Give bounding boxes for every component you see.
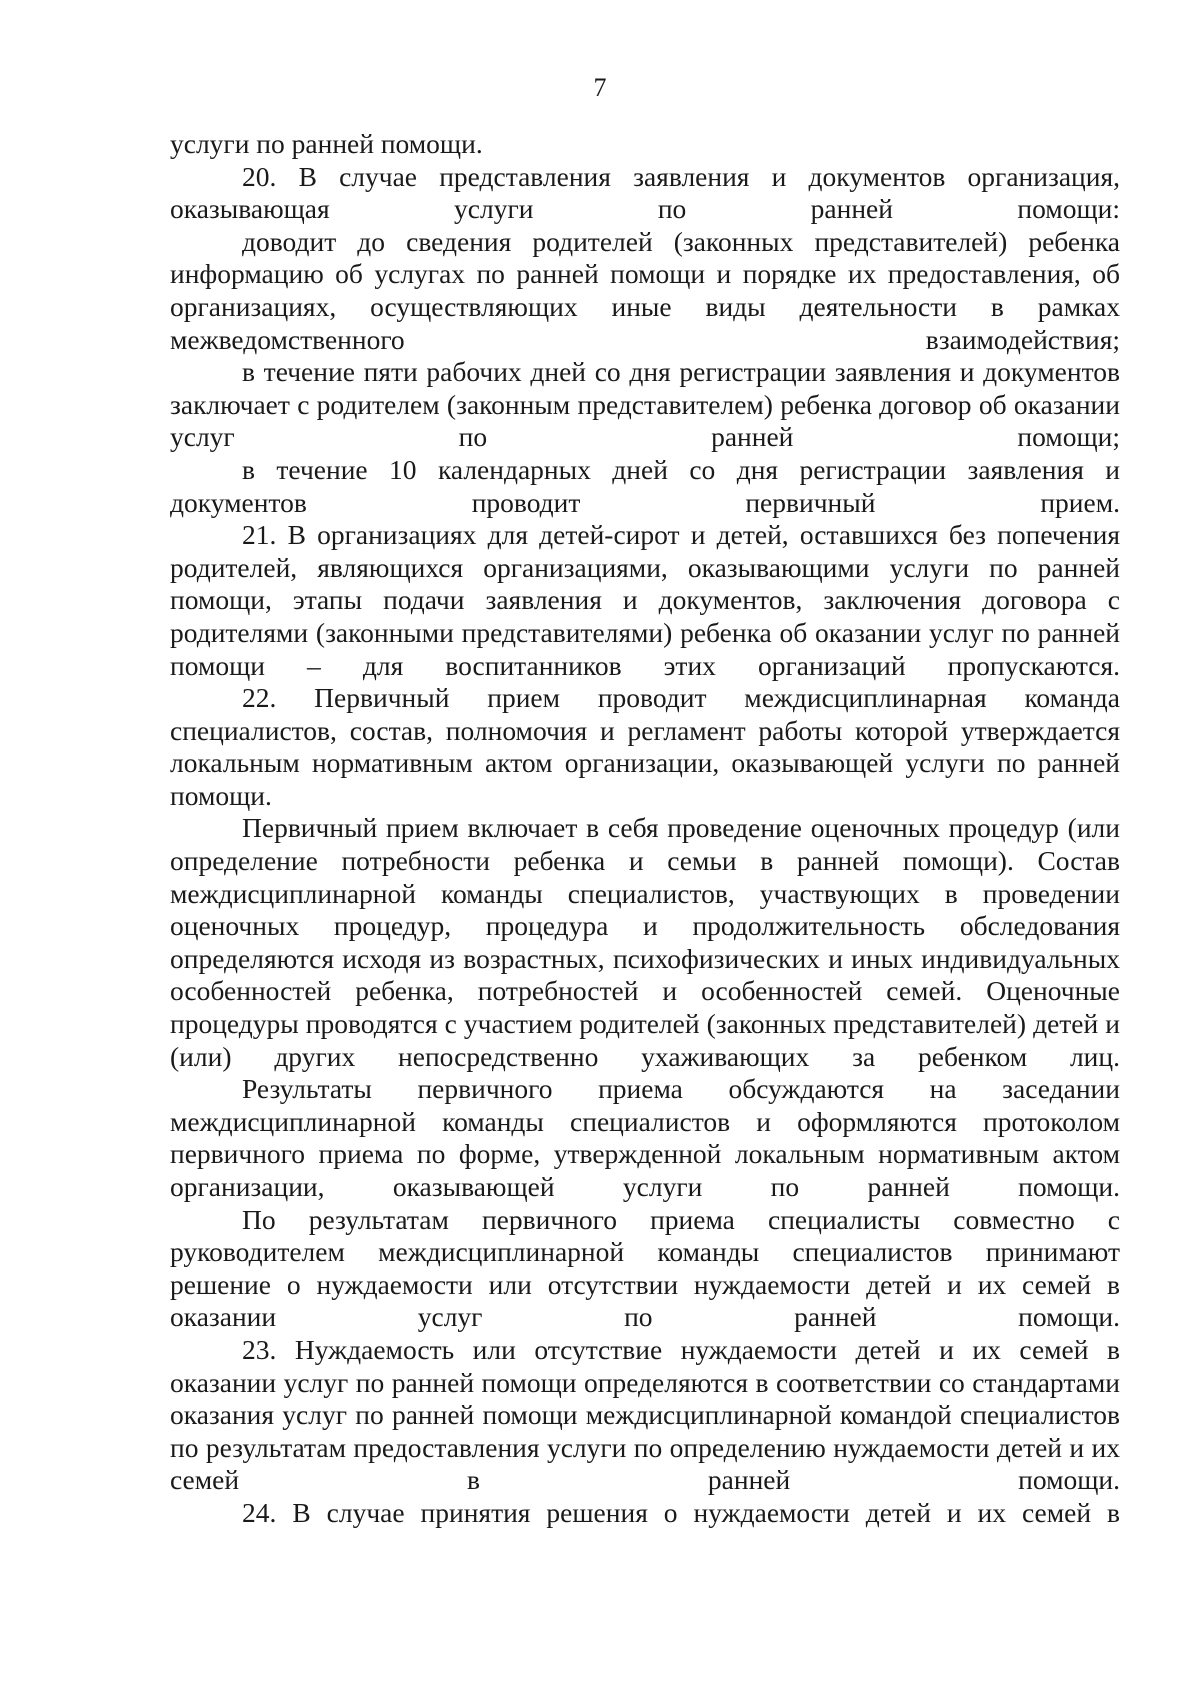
- page-number: 7: [593, 73, 607, 102]
- paragraph-item-22-results: Результаты первичного приема обсуждаются на заседании междисциплинарной команды специалистов и оформляются протоколом первичного приема по форме, утвержденной локальным нормативным актом организации, оказывающей услуги по ранней помощи.: [170, 1073, 1120, 1202]
- paragraph-item-21: 21. В организациях для детей-сирот и детей, оставшихся без попечения родителей, являющихся организациями, оказывающими услуги по ранней помощи, этапы подачи заявления и документов, заключения договора с родителями (законными представителями) ребенка об оказании услуг по ранней помощи – для воспитанников этих организаций пропускаются.: [170, 519, 1120, 681]
- document-body: [170, 128, 1120, 1530]
- paragraph-item-20-inform: доводит до сведения родителей (законных представителей) ребенка информацию об услугах по ранней помощи и порядке их предоставления, об организациях, осуществляющих иные виды деятельности в рамках межведомственного взаимодействия;: [170, 225, 1120, 355]
- paragraph-continuation: услуги по ранней помощи.: [170, 128, 483, 159]
- paragraph-item-23: 23. Нуждаемость или отсутствие нуждаемости детей и их семей в оказании услуг по ранней помощи определяются в соответствии со стандартами оказания услуг по ранней помощи междисциплинарной командой специалистов по результатам предоставления услуги по определению нуждаемости детей и их семей в ранней помощи.: [170, 1333, 1120, 1496]
- paragraph-item-22-decision: По результатам первичного приема специалисты совместно с руководителем междисциплинарной команды специалистов принимают решение о нуждаемости или отсутствии нуждаемости детей и их семей в оказании услуг по ранней помощи.: [170, 1203, 1120, 1333]
- paragraph-item-24: 24. В случае принятия решения о нуждаемости детей и их семей в: [242, 1496, 1120, 1528]
- paragraph-item-20-first-visit: в течение 10 календарных дней со дня регистрации заявления и документов проводит первичный прием.: [170, 453, 1120, 518]
- paragraph-item-22: 22. Первичный прием проводит междисциплинарная команда специалистов, состав, полномочия и регламент работы которой утверждается локальным нормативным актом организации, оказывающей услуги по ранней помощи.: [170, 682, 1120, 811]
- paragraph-item-20-contract: в течение пяти рабочих дней со дня регистрации заявления и документов заключает с родителем (законным представителем) ребенка договор об оказании услуг по ранней помощи;: [170, 356, 1120, 453]
- paragraph-item-22-assessment: Первичный прием включает в себя проведение оценочных процедур (или определение потребности ребенка и семьи в ранней помощи). Состав междисциплинарной команды специалистов, участвующих в проведении оценочных процедур, процедура и продолжительность обследования определяются исходя из возрастных, психофизических и иных индивидуальных особенностей ребенка, потребностей и особенностей семей. Оценочные процедуры проводятся с участием родителей (законных представителей) детей и (или) других непосредственно ухаживающих за ребенком лиц.: [170, 812, 1120, 1072]
- paragraph-item-20: 20. В случае представления заявления и документов организация, оказывающая услуги по ранней помощи:: [170, 160, 1120, 225]
